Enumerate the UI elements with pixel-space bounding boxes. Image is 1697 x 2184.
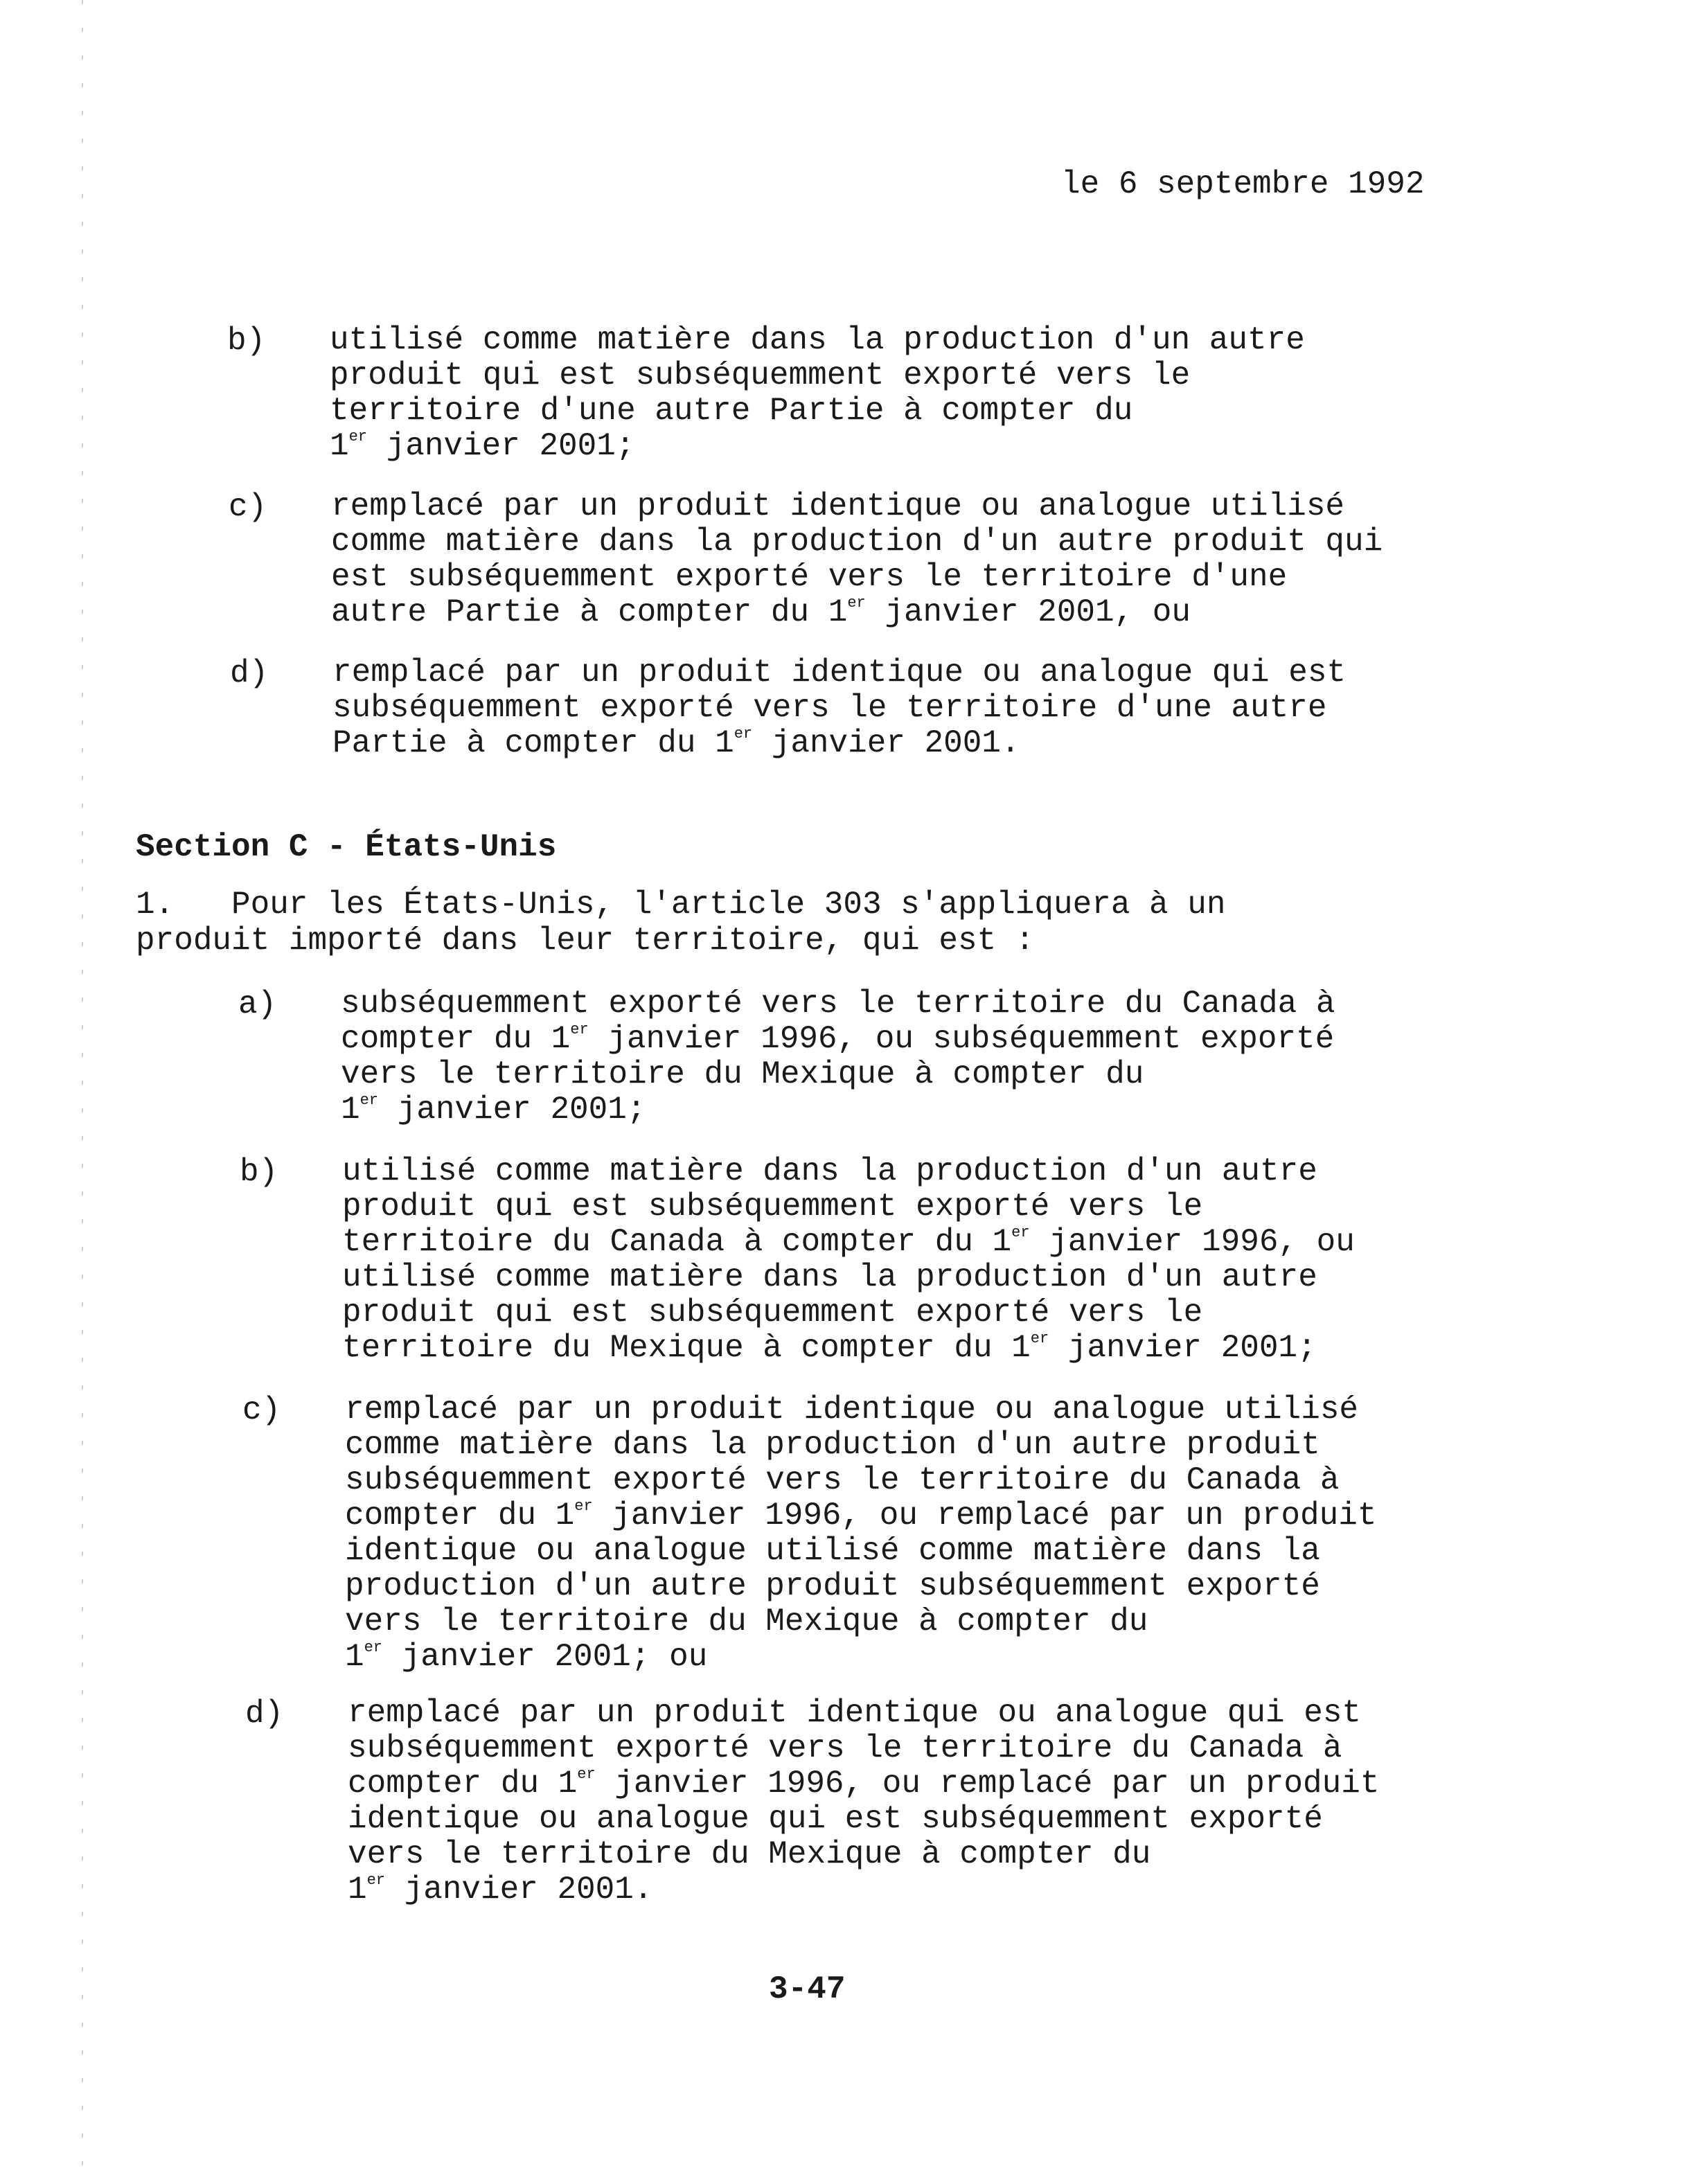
text-line: compter du 1er janvier 1996, ou subséquemment exporté bbox=[341, 1021, 1335, 1057]
text-line: subséquemment exporté vers le territoire du Canada à bbox=[341, 986, 1335, 1022]
text-line: territoire d'une autre Partie à compter du bbox=[330, 393, 1133, 429]
intro-paragraph bbox=[136, 887, 1225, 959]
ordinal-superscript: er bbox=[1011, 1224, 1030, 1241]
item-text bbox=[341, 986, 1335, 1128]
item-text bbox=[330, 323, 1305, 464]
text-line: production d'un autre produit subséquemment exporté bbox=[345, 1568, 1320, 1604]
text-line: Partie à compter du 1er janvier 2001. bbox=[332, 725, 1020, 761]
ordinal-superscript: er bbox=[348, 428, 368, 445]
item-text bbox=[342, 1154, 1355, 1366]
text-line: compter du 1er janvier 1996, ou remplacé par un produit bbox=[345, 1498, 1377, 1534]
text-line: subséquemment exporté vers le territoire d'une autre bbox=[332, 690, 1327, 726]
ordinal-superscript: er bbox=[359, 1092, 379, 1109]
scan-edge bbox=[82, 0, 83, 2184]
ordinal-superscript: er bbox=[577, 1766, 596, 1783]
document-date: le 6 septembre 1992 bbox=[1061, 166, 1425, 202]
ordinal-superscript: er bbox=[847, 594, 866, 612]
item-text bbox=[332, 655, 1346, 761]
text-line: produit qui est subséquemment exporté vers le bbox=[342, 1189, 1203, 1225]
page-number: 3-47 bbox=[769, 1971, 846, 2007]
item-label: c) bbox=[229, 489, 267, 525]
text-line: comme matière dans la production d'un autre produit bbox=[345, 1427, 1320, 1463]
text-line: compter du 1er janvier 1996, ou remplacé par un produit bbox=[348, 1766, 1380, 1802]
text-line: utilisé comme matière dans la production d'un autre bbox=[330, 322, 1305, 358]
text-line: vers le territoire du Mexique à compter du bbox=[345, 1604, 1148, 1640]
ordinal-superscript: er bbox=[1030, 1330, 1049, 1347]
text-line: identique ou analogue utilisé comme matière dans la bbox=[345, 1533, 1320, 1569]
text-line: est subséquemment exporté vers le territoire d'une bbox=[331, 559, 1288, 595]
text-line: remplacé par un produit identique ou analogue utilisé bbox=[345, 1392, 1359, 1428]
item-label: b) bbox=[240, 1154, 278, 1190]
text-line: 1er janvier 2001. bbox=[348, 1872, 653, 1908]
list-item-c-top bbox=[229, 489, 1383, 630]
text-line: subséquemment exporté vers le territoire du Canada à bbox=[348, 1730, 1342, 1766]
item-label: a) bbox=[238, 986, 277, 1022]
item-label: d) bbox=[245, 1696, 284, 1732]
text-line: comme matière dans la production d'un autre produit qui bbox=[331, 524, 1383, 560]
list-item-b-top bbox=[227, 323, 1305, 464]
text-line: territoire du Mexique à compter du 1er janvier 2001; bbox=[342, 1330, 1317, 1366]
text-line: 1er janvier 2001; bbox=[341, 1092, 646, 1128]
list-item-c bbox=[242, 1392, 1376, 1675]
text-line: utilisé comme matière dans la production d'un autre bbox=[342, 1259, 1317, 1295]
text-line: vers le territoire du Mexique à compter du bbox=[348, 1836, 1151, 1872]
text-line: identique ou analogue qui est subséquemment exporté bbox=[348, 1801, 1323, 1837]
text-line: 1er janvier 2001; ou bbox=[345, 1639, 708, 1675]
text-line: vers le territoire du Mexique à compter du bbox=[341, 1056, 1144, 1092]
text-line: 1er janvier 2001; bbox=[330, 428, 635, 464]
text-line: subséquemment exporté vers le territoire du Canada à bbox=[345, 1462, 1340, 1498]
ordinal-superscript: er bbox=[570, 1021, 589, 1038]
text-line: 1. Pour les États-Unis, l'article 303 s'appliquera à un bbox=[136, 887, 1226, 923]
text-line: remplacé par un produit identique ou analogue qui est bbox=[332, 655, 1347, 691]
text-line: territoire du Canada à compter du 1er janvier 1996, ou bbox=[342, 1224, 1355, 1260]
text-line: produit qui est subséquemment exporté vers le bbox=[330, 357, 1191, 393]
text-line: autre Partie à compter du 1er janvier 2001, ou bbox=[331, 594, 1191, 630]
ordinal-superscript: er bbox=[574, 1498, 593, 1515]
ordinal-superscript: er bbox=[734, 725, 753, 743]
list-item-a bbox=[238, 986, 1335, 1128]
text-line: produit importé dans leur territoire, qui est : bbox=[136, 923, 1035, 959]
item-text bbox=[345, 1392, 1376, 1675]
section-heading: Section C - États-Unis bbox=[136, 829, 557, 865]
text-line: remplacé par un produit identique ou analogue qui est bbox=[348, 1695, 1362, 1731]
text-line: remplacé par un produit identique ou analogue utilisé bbox=[331, 488, 1345, 524]
list-item-d-top bbox=[230, 655, 1346, 761]
item-text bbox=[331, 489, 1383, 630]
list-item-b bbox=[240, 1154, 1355, 1366]
ordinal-superscript: er bbox=[366, 1872, 386, 1889]
item-label: c) bbox=[242, 1392, 281, 1428]
text-line: utilisé comme matière dans la production d'un autre bbox=[342, 1153, 1317, 1189]
item-label: d) bbox=[230, 655, 269, 691]
item-text bbox=[348, 1696, 1379, 1908]
ordinal-superscript: er bbox=[364, 1639, 383, 1656]
item-label: b) bbox=[227, 323, 266, 359]
text-line: produit qui est subséquemment exporté vers le bbox=[342, 1295, 1203, 1331]
list-item-d bbox=[245, 1696, 1379, 1908]
